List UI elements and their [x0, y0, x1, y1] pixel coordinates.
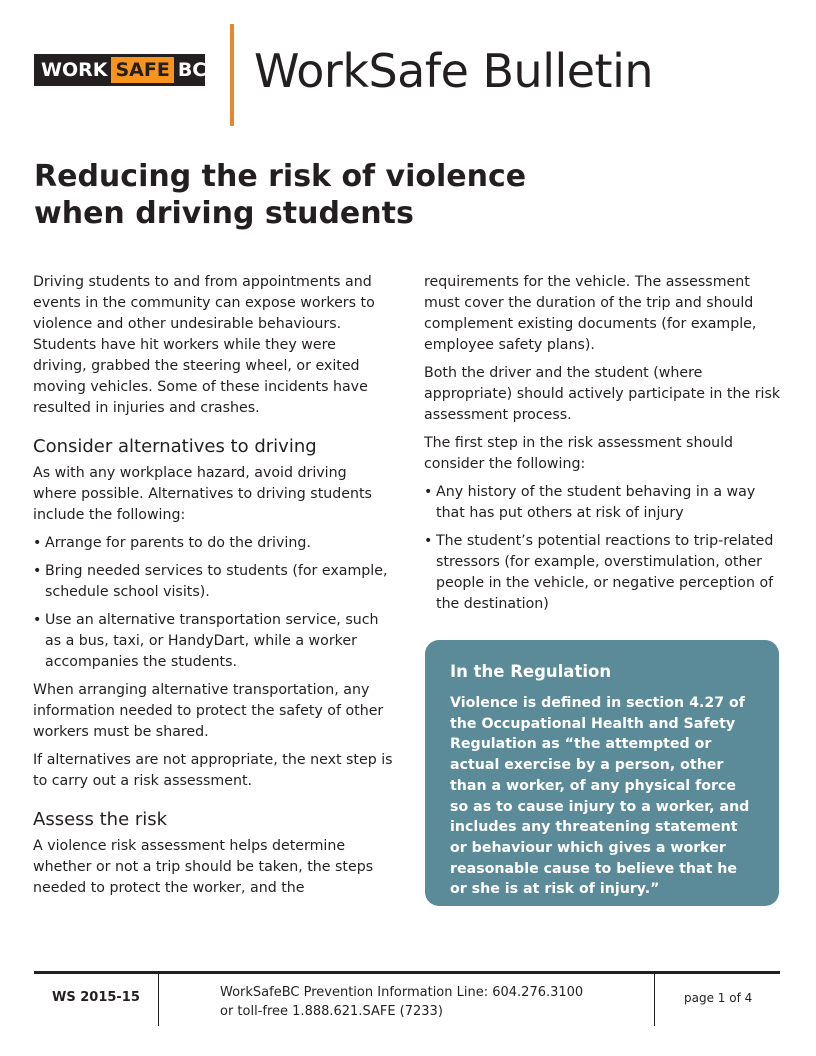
article-title — [34, 158, 594, 232]
page-number: page 1 of 4 — [684, 991, 753, 1005]
worksafebc-logo — [34, 54, 205, 86]
footer-separator — [654, 974, 655, 1026]
footer-info-line1: WorkSafeBC Prevention Information Line: 604.276.3100 — [220, 985, 584, 1000]
alternatives-list — [33, 533, 393, 673]
footer-contact-info — [220, 983, 583, 1021]
section-heading-assess: Assess the risk — [33, 809, 168, 830]
assess-paragraph: A violence risk assessment helps determine whether or not a trip should be taken, the steps needed to protect the worker, and the — [33, 838, 374, 896]
bulletin-code: WS 2015-15 — [52, 990, 140, 1005]
logo-text-work: WORK — [41, 59, 108, 81]
next-step-paragraph: If alternatives are not appropriate, the next step is to carry out a risk assessment. — [33, 752, 393, 789]
intro-paragraph: Driving students to and from appointments and events in the community can expose workers to violence and other undesirable behaviours. Students have hit workers while they were driving, grabbed the steering wheel, or exited moving vehicles. Some of these incidents have resulted in injuries and crashes. — [33, 274, 375, 416]
regulation-callout — [425, 640, 779, 906]
assess-paragraph-continued: requirements for the vehicle. The assessment must cover the duration of the trip and should complement existing documents (for example, employee safety plans). — [424, 274, 757, 353]
logo-text-bc: BC — [177, 59, 207, 81]
footer-separator — [158, 974, 159, 1026]
section-heading-alternatives: Consider alternatives to driving — [33, 436, 317, 457]
alternatives-paragraph: As with any workplace hazard, avoid driving where possible. Alternatives to driving students include the following: — [33, 465, 372, 523]
header-divider — [230, 24, 234, 126]
list-item: • The student’s potential reactions to trip-related stressors (for example, overstimulation, other people in the vehicle, or negative perception of the destination) — [424, 531, 786, 615]
participation-paragraph: Both the driver and the student (where appropriate) should actively participate in the risk assessment process. — [424, 365, 781, 423]
left-column — [33, 272, 393, 906]
right-column — [424, 272, 786, 622]
bulletin-title: WorkSafe Bulletin — [254, 44, 654, 98]
list-item: • Use an alternative transportation service, such as a bus, taxi, or HandyDart, while a worker accompanies the students. — [33, 610, 393, 673]
list-item: • Arrange for parents to do the driving. — [33, 533, 393, 554]
article-title-line1: Reducing the risk of violence — [34, 159, 527, 194]
first-step-paragraph: The first step in the risk assessment should consider the following: — [424, 435, 734, 472]
logo-text-safe: SAFE — [111, 57, 173, 83]
regulation-text: Violence is defined in section 4.27 of the Occupational Health and Safety Regulation as “the attempted or actual exercise by a person, other than a worker, of any physical force so as to cause injury to a worker, and includes any threatening statement or behaviour which gives a worker reasonable cause to believe that he or she is at risk of injury.” — [450, 695, 750, 898]
transport-paragraph: When arranging alternative transportation, any information needed to protect the safety of other workers must be shared. — [33, 682, 384, 740]
footer-divider — [34, 971, 780, 974]
regulation-title: In the Regulation — [450, 662, 612, 681]
list-item: • Bring needed services to students (for example, schedule school visits). — [33, 561, 393, 603]
risk-factors-list — [424, 482, 786, 615]
footer-info-line2: or toll-free 1.888.621.SAFE (7233) — [220, 1004, 443, 1019]
article-title-line2: when driving students — [34, 196, 414, 231]
list-item: • Any history of the student behaving in a way that has put others at risk of injury — [424, 482, 786, 524]
